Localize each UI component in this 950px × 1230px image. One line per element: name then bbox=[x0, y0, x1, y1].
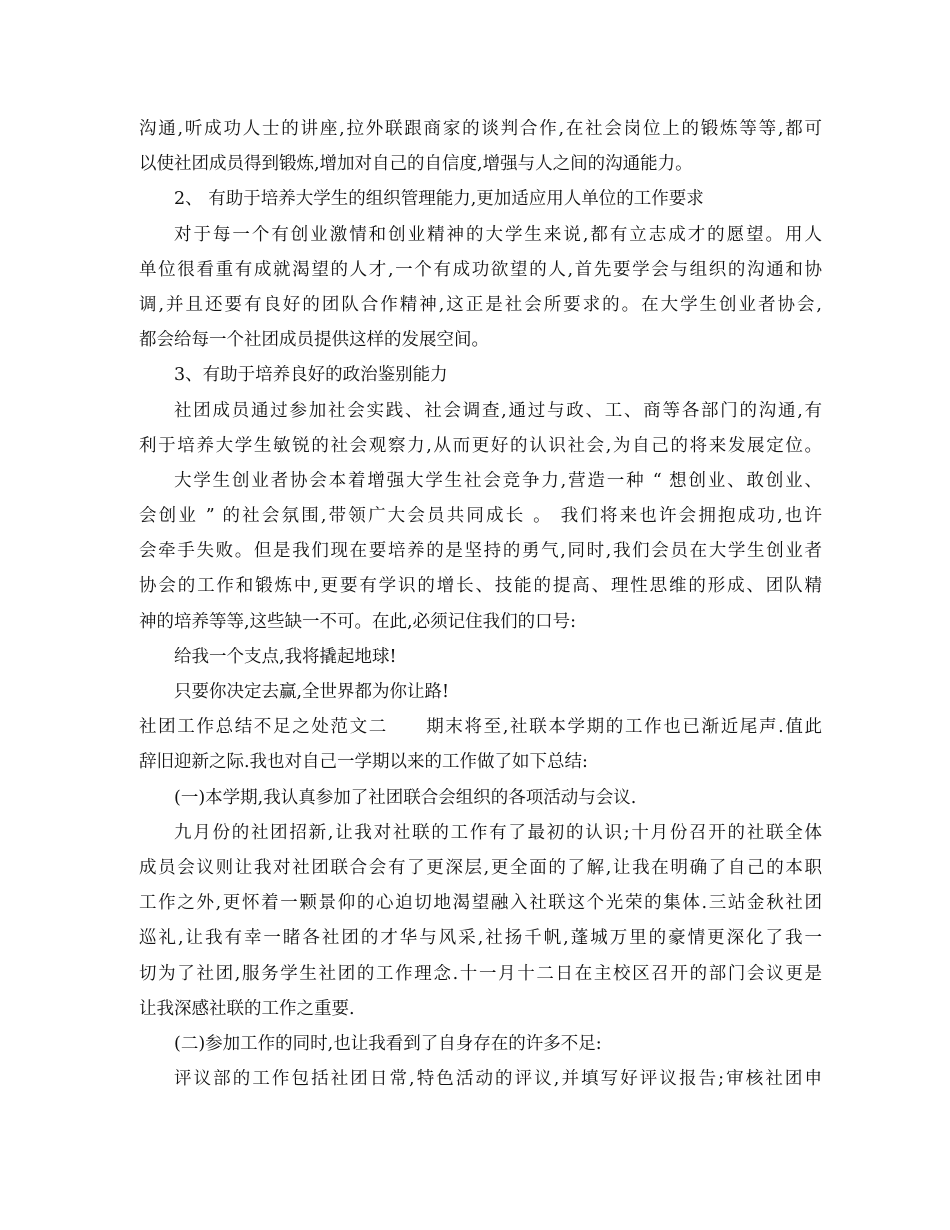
text-line: 会牵手失败。但是我们现在要培养的是坚持的勇气,同时,我们会员在大学生创业者 bbox=[139, 541, 822, 562]
text-line: 神的培养等等,这些缺一不可。在此,必须记住我们的口号: bbox=[139, 611, 577, 632]
text-line: 协会的工作和锻炼中,更要有学识的增长、技能的提高、理性思维的形成、团队精 bbox=[139, 576, 822, 597]
text-line: 3、有助于培养良好的政治鉴别能力 bbox=[174, 365, 448, 386]
text-line: 都会给每一个社团成员提供这样的发展空间。 bbox=[139, 330, 489, 351]
text-line: 利于培养大学生敏锐的社会观察力,从而更好的认识社会,为自己的将来发展定位。 bbox=[139, 435, 822, 456]
text-line: (二)参加工作的同时,也让我看到了自身存在的许多不足: bbox=[174, 1033, 602, 1054]
text-line: (一)本学期,我认真参加了社团联合会组织的各项活动与会议. bbox=[174, 787, 637, 808]
text-line: 切为了社团,服务学生社团的工作理念.十一月十二日在主校区召开的部门会议更是 bbox=[139, 963, 822, 984]
text-line: 评议部的工作包括社团日常,特色活动的评议,并填写好评议报告;审核社团申 bbox=[174, 1069, 822, 1090]
text-line: 成员会议则让我对社团联合会有了更深层,更全面的了解,让我在明确了自己的本职 bbox=[139, 857, 822, 878]
text-line: 社团成员通过参加社会实践、社会调查,通过与政、工、商等各部门的沟通,有 bbox=[174, 400, 822, 421]
text-line: 只要你决定去赢,全世界都为你让路! bbox=[174, 682, 450, 702]
text-line: 单位很看重有成就渴望的人才,一个有成功欲望的人,首先要学会与组织的沟通和协 bbox=[139, 259, 822, 280]
text-line: 以使社团成员得到锻炼,增加对自己的自信度,增强与人之间的沟通能力。 bbox=[139, 154, 693, 175]
text-line: 巡礼,让我有幸一睹各社团的才华与风采,社扬千帆,蓬城万里的豪情更深化了我一 bbox=[139, 928, 822, 949]
text-line: 大学生创业者协会本着增强大学生社会竞争力,营造一种 “ 想创业、敢创业、 bbox=[174, 470, 822, 491]
text-line: 辞旧迎新之际.我也对自己一学期以来的工作做了如下总结: bbox=[139, 752, 588, 773]
text-line: 社团工作总结不足之处范文二 期末将至,社联本学期的工作也已渐近尾声.值此 bbox=[139, 717, 822, 738]
text-line: 2、 有助于培养大学生的组织管理能力,更加适应用人单位的工作要求 bbox=[174, 189, 704, 210]
text-line: 给我一个支点,我将撬起地球! bbox=[174, 646, 397, 667]
text-line: 调,并且还要有良好的团队合作精神,这正是社会所要求的。在大学生创业者协会, bbox=[139, 294, 822, 315]
document-page bbox=[139, 112, 822, 1097]
text-line: 让我深感社联的工作之重要. bbox=[139, 998, 355, 1019]
text-line: 会创业 ” 的社会氛围,带领广大会员共同成长 。 我们将来也许会拥抱成功,也许 bbox=[139, 506, 822, 527]
text-line: 九月份的社团招新,让我对社联的工作有了最初的认识;十月份召开的社联全体 bbox=[174, 822, 822, 843]
text-line: 沟通,听成功人士的讲座,拉外联跟商家的谈判合作,在社会岗位上的锻炼等等,都可 bbox=[139, 119, 822, 139]
text-line: 工作之外,更怀着一颗景仰的心迫切地渴望融入社联这个光荣的集体.三站金秋社团 bbox=[139, 893, 822, 914]
text-line: 对于每一个有创业激情和创业精神的大学生来说,都有立志成才的愿望。用人 bbox=[174, 224, 822, 245]
